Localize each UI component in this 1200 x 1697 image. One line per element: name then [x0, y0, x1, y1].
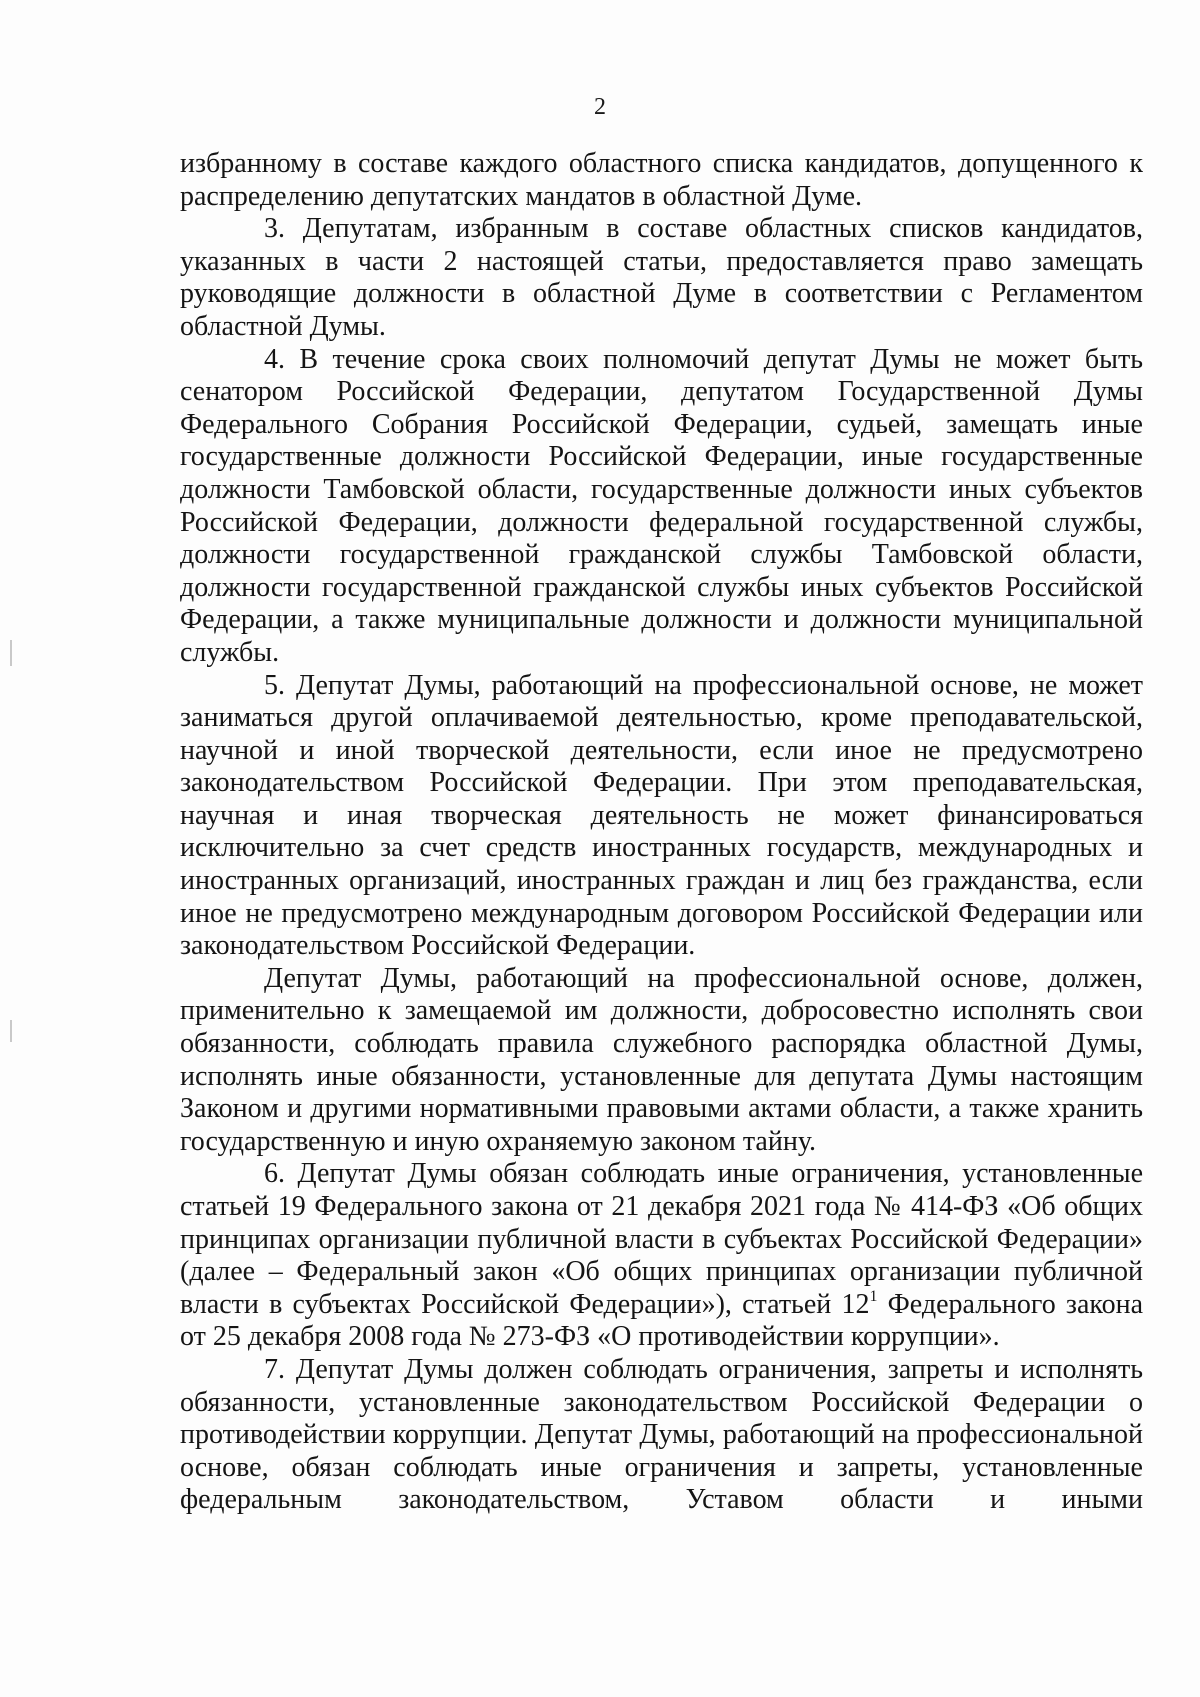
paragraph-item-5: 5. Депутат Думы, работающий на профессиональной основе, не может заниматься другой оплачиваемой деятельностью, кроме преподавательской, научной и иной творческой деятельности, если иное не предусмотрено законодательством Российской Федерации. При этом преподавательская, научная и иная творческая деятельность не может финансироваться исключительно за счет средств иностранных государств, международных и иностранных организаций, иностранных граждан и лиц без гражданства, если иное не предусмотрено международным договором Российской Федерации или законодательством Российской Федерации.: [180, 669, 1143, 962]
paragraph-item-3: 3. Депутатам, избранным в составе областных списков кандидатов, указанных в части 2 настоящей статьи, предоставляется право замещать руководящие должности в областной Думе в соответствии с Регламентом областной Думы.: [180, 213, 1143, 342]
superscript-index: 1: [869, 1287, 878, 1305]
document-body: [180, 148, 1143, 1517]
paragraph-item-7: 7. Депутат Думы должен соблюдать ограничения, запреты и исполнять обязанности, установленные законодательством Российской Федерации о противодействии коррупции. Депутат Думы, работающий на профессиональной основе, обязан соблюдать иные ограничения и запреты, установленные федеральным законодательством, Уставом области и иными: [180, 1353, 1143, 1516]
paragraph-item-4: 4. В течение срока своих полномочий депутат Думы не может быть сенатором Российской Федерации, депутатом Государственной Думы Федерального Собрания Российской Федерации, судьей, замещать иные государственные должности Российской Федерации, иные государственные должности Тамбовской области, государственные должности иных субъектов Российской Федерации, должности федеральной государственной службы, должности государственной гражданской службы Тамбовской области, должности государственной гражданской службы иных субъектов Российской Федерации, а также муниципальные должности и должности муниципальной службы.: [180, 343, 1143, 668]
paragraph-item-6: [180, 1158, 1143, 1354]
paragraph-continuation: избранному в составе каждого областного списка кандидатов, допущенного к распределению депутатских мандатов в областной Думе.: [180, 148, 1143, 212]
paragraph-item-6-text: 6. Депутат Думы обязан соблюдать иные ограничения, установленные статьей 19 Федерального закона от 21 декабря 2021 года № 414-ФЗ «Об общих принципах организации публичной власти в субъектах Российской Федерации» (далее – Федеральный закон «Об общих принципах организации публичной власти в субъектах Российской Федерации»), статьей 12: [180, 1158, 1143, 1320]
page-number: 2: [594, 94, 606, 120]
paragraph-item-5-second: Депутат Думы, работающий на профессиональной основе, должен, применительно к замещаемой им должности, добросовестно исполнять свои обязанности, соблюдать правила служебного распорядка областной Думы, исполнять иные обязанности, установленные для депутата Думы настоящим Законом и другими нормативными правовыми актами области, а также хранить государственную и иную охраняемую законом тайну.: [180, 962, 1143, 1157]
paragraph-item-6-text-end: Федерального закона от 25 декабря 2008 года № 273-ФЗ «О противодействии коррупции».: [180, 1288, 1143, 1353]
scan-mark: [10, 640, 12, 666]
scan-mark: [10, 1020, 12, 1042]
